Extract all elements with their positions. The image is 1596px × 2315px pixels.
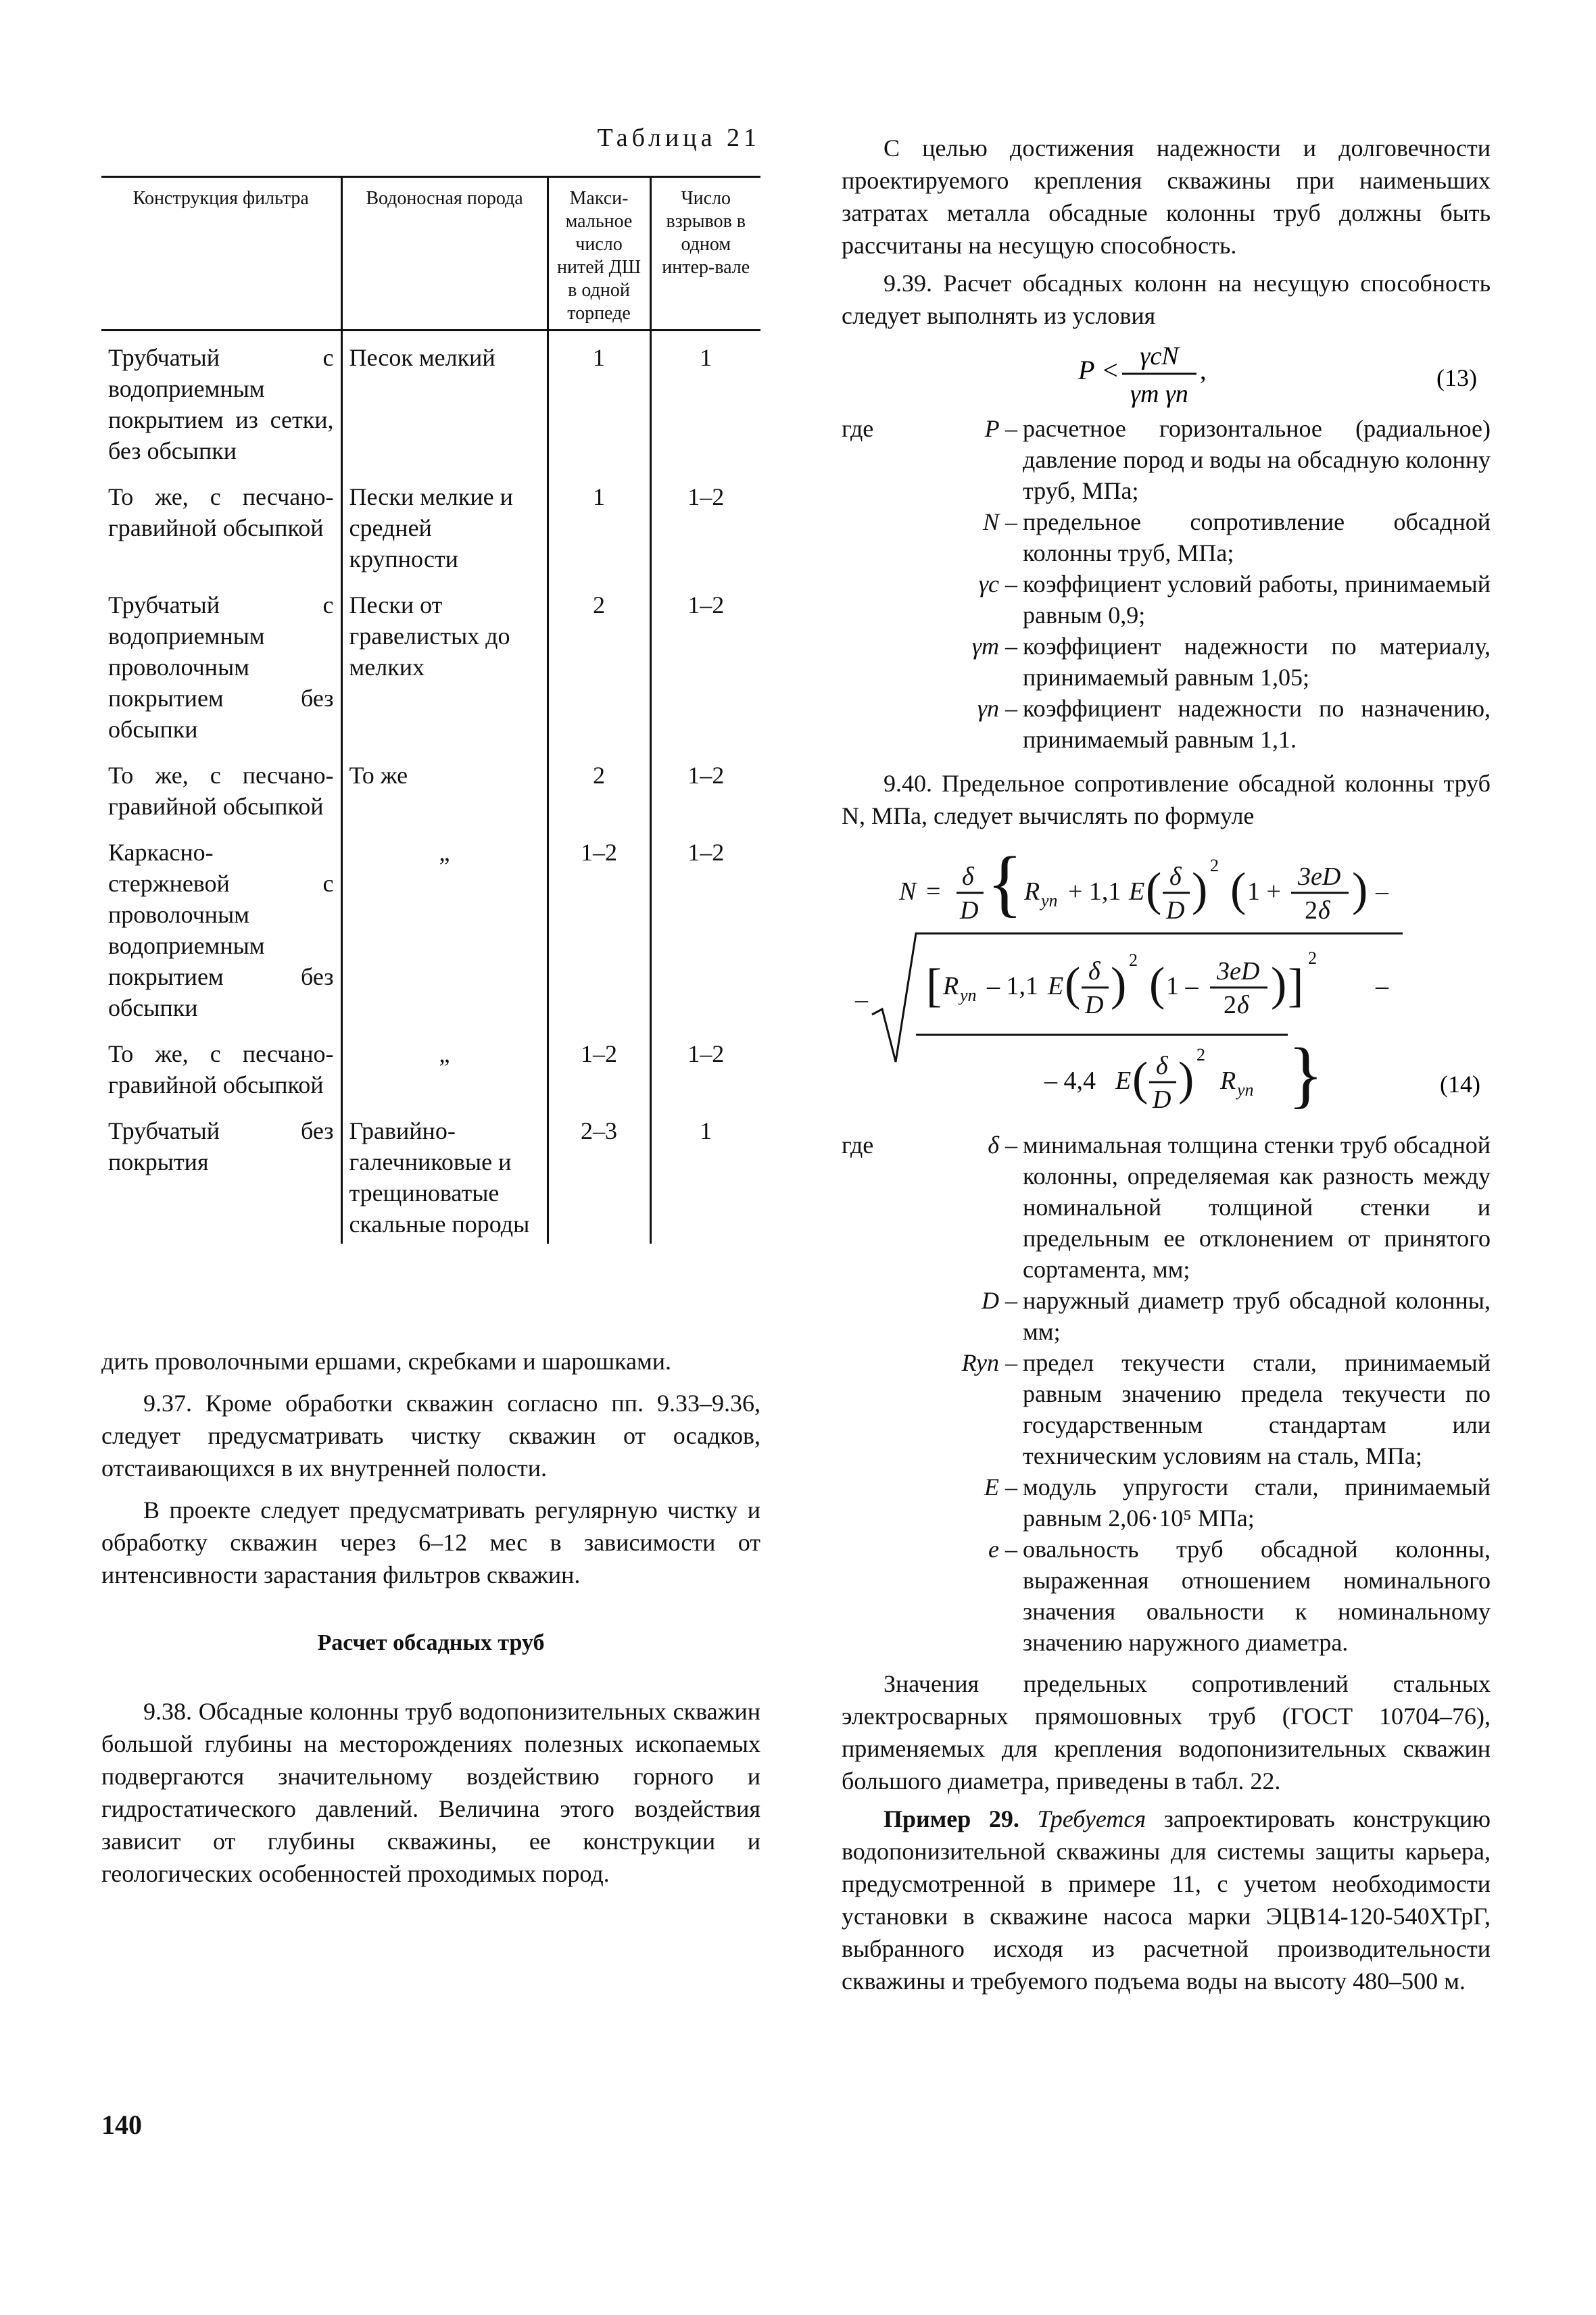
svg-text:(: ( bbox=[1230, 864, 1247, 916]
table-cell: „ bbox=[341, 826, 548, 1027]
formula-13-graphic bbox=[842, 332, 1491, 413]
definition-symbol: E – bbox=[984, 1473, 1017, 1501]
svg-text:(: ( bbox=[1132, 1053, 1148, 1105]
table-cell: То же, с песчано-гравийной обсыпкой bbox=[108, 483, 334, 541]
left-column bbox=[101, 122, 760, 1890]
definition-text: овальность труб обсадной колонны, выраженная отношением номинального значения овальности к номинальному значению наружного диаметра. bbox=[1023, 1536, 1491, 1656]
svg-text:): ) bbox=[1271, 958, 1287, 1010]
definition-text: предел текучести стали, принимаемый равным значению предела текучести по государственным стандартам или техническим условиям на сталь, МПа; bbox=[1023, 1349, 1491, 1469]
paragraph: В проекте следует предусматривать регулярную чистку и обработку скважин через 6–12 мес в зависимости от интенсивности зарастания фильтров скважин. bbox=[101, 1496, 760, 1588]
table-row bbox=[101, 749, 760, 826]
svg-text:E: E bbox=[1048, 972, 1064, 1000]
table-cell: 1–2 bbox=[650, 470, 760, 579]
table-header: Макси-мальное число нитей ДШ в одной торпеде bbox=[548, 177, 650, 331]
definition-text: коэффициент надежности по назначению, принимаемый равным 1,1. bbox=[1023, 695, 1491, 753]
svg-text:D: D bbox=[1153, 1086, 1171, 1114]
example-paragraph bbox=[842, 1803, 1491, 1997]
svg-text:yn: yn bbox=[1041, 891, 1058, 910]
table-cell: 1 bbox=[650, 331, 760, 471]
definition-item bbox=[896, 413, 1491, 506]
definition-item bbox=[896, 693, 1491, 755]
definition-text: коэффициент условий работы, принимаемый равным 0,9; bbox=[1023, 570, 1491, 629]
table-cell: Пески мелкие и средней крупности bbox=[341, 470, 548, 579]
example-text: запроектировать конструкцию водопонизительной скважины для системы защиты карьера, предусмотренной в примере 11, с учетом необходимости установки в скважине насоса марки ЭЦВ14-120-540ХТрГ, выбранного исходя из расчетной производительности скважины и требуемого подъема воды на высоту 480–500 м. bbox=[842, 1805, 1491, 1995]
table-cell: Трубчатый с водоприемным покрытием из сетки, без обсыпки bbox=[108, 344, 334, 464]
svg-text:1 +: 1 + bbox=[1247, 877, 1281, 906]
svg-text:2: 2 bbox=[1196, 1045, 1205, 1065]
table-cell: 1–2 bbox=[650, 749, 760, 826]
table-cell: 2 bbox=[548, 579, 650, 749]
svg-text:(: ( bbox=[1149, 958, 1165, 1010]
table-cell: 1 bbox=[650, 1104, 760, 1244]
svg-text:– 1,1: – 1,1 bbox=[987, 972, 1038, 1000]
table-cell: Трубчатый с водоприемным проволочным покрытием без обсыпки bbox=[108, 591, 334, 743]
svg-text:δ: δ bbox=[1318, 896, 1330, 925]
paragraph: дить проволочными ершами, скребками и шарошками. bbox=[101, 1348, 672, 1375]
where-label: где bbox=[842, 1131, 874, 1159]
paragraph: С целью достижения надежности и долговечности проектируемого крепления скважины при наименьших затратах металла обсадные колонны труб должны быть рассчитаны на несущую способность. bbox=[842, 135, 1491, 259]
table-cell: 1–2 bbox=[548, 1027, 650, 1104]
definition-item bbox=[896, 631, 1491, 693]
svg-text:D: D bbox=[1166, 896, 1185, 925]
table-header: Конструкция фильтра bbox=[101, 177, 341, 331]
table-cell: То же, с песчано-гравийной обсыпкой bbox=[108, 762, 334, 820]
table-row bbox=[101, 826, 760, 1027]
svg-text:2: 2 bbox=[1308, 948, 1317, 968]
svg-text:): ) bbox=[1192, 864, 1208, 916]
svg-text:,: , bbox=[1200, 357, 1207, 385]
svg-text:δ: δ bbox=[1169, 862, 1182, 891]
table-header: Водоносная порода bbox=[341, 177, 548, 331]
svg-text:δ: δ bbox=[962, 862, 974, 891]
definition-text: расчетное горизонтальное (радиальное) давление пород и воды на обсадную колонну труб, МПа; bbox=[1023, 415, 1491, 504]
definition-item bbox=[896, 1471, 1491, 1534]
table-cell: 1–2 bbox=[650, 579, 760, 749]
section-heading: Расчет обсадных труб bbox=[317, 1630, 545, 1655]
svg-text:D: D bbox=[960, 896, 979, 925]
svg-text:R: R bbox=[1220, 1067, 1236, 1095]
paragraph-9-38: 9.38. Обсадные колонны труб водопонизительных скважин большой глубины на месторождениях полезных ископаемых подвергаются значительному воздействию горного и гидростатического давлений. Величина этого воздействия зависит от глубины скважины, ее конструкции и геологических особенностей проходимых пород. bbox=[101, 1698, 760, 1887]
svg-text:–: – bbox=[855, 985, 868, 1014]
svg-text:2: 2 bbox=[1210, 856, 1219, 875]
table-cell: Песок мелкий bbox=[341, 331, 548, 471]
table-header-row bbox=[101, 177, 760, 331]
definition-text: предельное сопротивление обсадной колонны труб, МПа; bbox=[1023, 508, 1491, 566]
definition-text: коэффициент надежности по материалу, принимаемый равным 1,05; bbox=[1023, 633, 1491, 691]
svg-text:{: { bbox=[987, 842, 1023, 924]
svg-text:2: 2 bbox=[1305, 896, 1317, 925]
formula-13 bbox=[842, 332, 1491, 413]
where-block-13 bbox=[842, 413, 1491, 755]
paragraph: Значения предельных сопротивлений стальных электросварных прямошовных труб (ГОСТ 10704–76), применяемых для крепления водопонизительных скважин большого диаметра, приведены в табл. 22. bbox=[842, 1670, 1491, 1795]
table-cell: Гравийно-галечниковые и трещиноватые скальные породы bbox=[341, 1104, 548, 1244]
svg-text:yn: yn bbox=[960, 985, 977, 1005]
svg-text:): ) bbox=[1111, 958, 1127, 1010]
svg-text:(: ( bbox=[1146, 864, 1162, 916]
svg-text:– 4,4: – 4,4 bbox=[1044, 1067, 1096, 1095]
svg-text:3eD: 3eD bbox=[1217, 957, 1260, 985]
definition-item bbox=[896, 568, 1491, 631]
right-column bbox=[842, 132, 1491, 1997]
svg-text:]: ] bbox=[1288, 960, 1304, 1012]
svg-text:2: 2 bbox=[1224, 991, 1236, 1019]
definition-text: наружный диаметр труб обсадной колонны, мм; bbox=[1023, 1287, 1491, 1345]
svg-text:2: 2 bbox=[1129, 950, 1138, 970]
table-cell: Пески от гравелистых до мелких bbox=[341, 579, 548, 749]
definition-item bbox=[896, 1285, 1491, 1347]
definition-symbol: e – bbox=[988, 1536, 1017, 1563]
table-row bbox=[101, 331, 760, 471]
table-cell: Каркасно-стержневой с проволочным водоприемным покрытием без обсыпки bbox=[108, 839, 334, 1021]
filter-table bbox=[101, 176, 760, 1244]
paragraph-9-39: 9.39. Расчет обсадных колонн на несущую способность следует выполнять из условия bbox=[842, 270, 1491, 329]
table-row bbox=[101, 1104, 760, 1244]
definition-symbol: δ – bbox=[988, 1131, 1017, 1159]
definition-item bbox=[896, 1534, 1491, 1658]
definition-item bbox=[896, 1129, 1491, 1285]
definition-symbol: N – bbox=[982, 508, 1017, 535]
table-cell: 2 bbox=[548, 749, 650, 826]
svg-text:D: D bbox=[1085, 991, 1104, 1019]
table-cell: Трубчатый без покрытия bbox=[108, 1117, 334, 1175]
svg-text:1 –: 1 – bbox=[1166, 972, 1199, 1000]
table-cell: 1–2 bbox=[650, 1027, 760, 1104]
formula-13-lhs: P < bbox=[1078, 355, 1119, 385]
example-label: Пример 29. bbox=[884, 1805, 1019, 1832]
where-block-14 bbox=[842, 1129, 1491, 1658]
definition-item bbox=[896, 506, 1491, 568]
definition-symbol: γm – bbox=[971, 633, 1017, 660]
svg-text:): ) bbox=[1352, 864, 1368, 916]
svg-text:): ) bbox=[1178, 1053, 1194, 1105]
svg-text:(: ( bbox=[1065, 958, 1081, 1010]
table-cell: 2–3 bbox=[548, 1104, 650, 1244]
table-row bbox=[101, 1027, 760, 1104]
svg-text:–: – bbox=[1376, 972, 1388, 1000]
formula-13-numerator: γcN bbox=[1140, 342, 1179, 370]
example-italic: Требуется bbox=[1037, 1805, 1146, 1832]
table-row bbox=[101, 470, 760, 579]
paragraph-9-37: 9.37. Кроме обработки скважин согласно пп. 9.33–9.36, следует предусматривать чистку скважин от осадков, отстаивающихся в их внутренней полости. bbox=[101, 1390, 760, 1482]
table-cell: 1 bbox=[548, 470, 650, 579]
definition-symbol: Ryn – bbox=[961, 1349, 1017, 1376]
table-cell: То же bbox=[341, 749, 548, 826]
table-cell: 1–2 bbox=[650, 826, 760, 1027]
svg-text:δ: δ bbox=[1088, 957, 1101, 985]
svg-text:[: [ bbox=[926, 960, 942, 1012]
formula-14 bbox=[842, 832, 1491, 1129]
definition-symbol: P – bbox=[984, 415, 1017, 442]
svg-text:δ: δ bbox=[1237, 991, 1249, 1019]
svg-text:+ 1,1: + 1,1 bbox=[1068, 877, 1121, 906]
svg-text:}: } bbox=[1288, 1033, 1324, 1115]
formula-14-number: (14) bbox=[1440, 1071, 1480, 1098]
definition-symbol: γc – bbox=[978, 570, 1017, 598]
where-label: где bbox=[842, 415, 874, 442]
svg-text:E: E bbox=[1129, 877, 1145, 906]
svg-text:–: – bbox=[1376, 877, 1388, 906]
table-caption: Таблица 21 bbox=[597, 124, 760, 152]
svg-text:3eD: 3eD bbox=[1298, 862, 1341, 891]
formula-13-number: (13) bbox=[1436, 364, 1477, 391]
table-cell: 1–2 bbox=[548, 826, 650, 1027]
table-header: Число взрывов в одном интер-вале bbox=[650, 177, 760, 331]
svg-text:yn: yn bbox=[1237, 1080, 1254, 1100]
definition-text: модуль упругости стали, принимаемый равным 2,06·10⁵ МПа; bbox=[1023, 1473, 1491, 1532]
definition-symbol: γn – bbox=[977, 695, 1017, 722]
paragraph-9-40: 9.40. Предельное сопротивление обсадной колонны труб N, МПа, следует вычислять по формуле bbox=[842, 770, 1491, 829]
table-cell: То же, с песчано-гравийной обсыпкой bbox=[108, 1040, 334, 1098]
svg-text:E: E bbox=[1115, 1067, 1132, 1095]
svg-text:=: = bbox=[926, 877, 941, 906]
formula-13-denominator: γm γn bbox=[1130, 380, 1188, 408]
table-cell: „ bbox=[341, 1027, 548, 1104]
table-cell: 1 bbox=[548, 331, 650, 471]
svg-text:N: N bbox=[899, 877, 917, 906]
page-number: 140 bbox=[101, 2110, 142, 2140]
svg-text:R: R bbox=[1024, 877, 1040, 906]
definition-symbol: D – bbox=[982, 1287, 1017, 1314]
table-row bbox=[101, 579, 760, 749]
definition-text: минимальная толщина стенки труб обсадной колонны, определяемая как разность между номинальной толщиной стенки и предельным ее отклонением от принятого сортамента, мм; bbox=[1023, 1131, 1491, 1283]
svg-text:δ: δ bbox=[1156, 1052, 1168, 1080]
svg-text:R: R bbox=[943, 972, 959, 1000]
definition-item bbox=[896, 1347, 1491, 1471]
